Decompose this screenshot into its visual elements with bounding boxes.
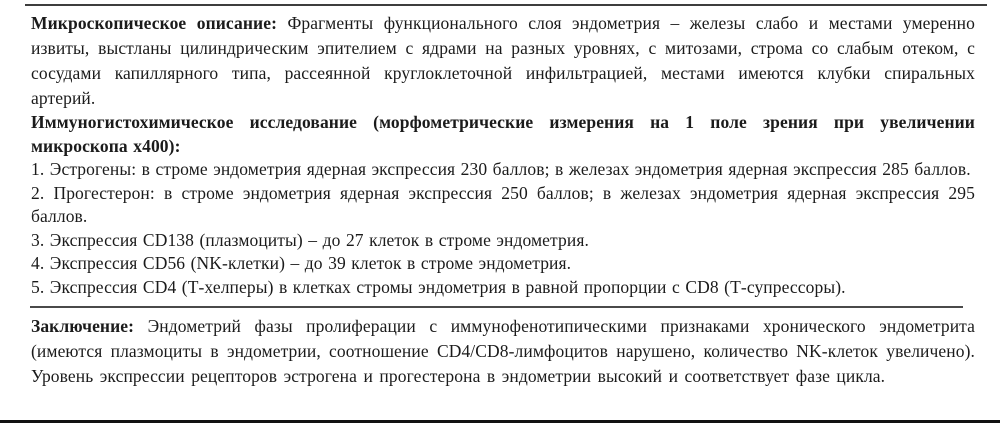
ihc-item-estrogens: 1. Эстрогены: в строме эндометрия ядерная экспрессия 230 баллов; в железах эндометрия ядерная экспрессия 285 баллов. [31,159,971,179]
microscopic-description-paragraph [31,11,975,111]
ihc-item-cd56: 4. Экспрессия CD56 (NK-клетки) – до 39 клеток в строме эндометрия. [31,253,572,273]
microscopic-description-label: Микроскопическое описание: [31,13,278,33]
ihc-item-cd138: 3. Экспрессия CD138 (плазмоциты) – до 27 клеток в строме эндометрия. [31,229,589,250]
ihc-item-progesterone: 2. Прогестерон: в строме эндометрия ядерная экспрессия 250 баллов; в железах эндометрия ядерная экспрессия 295 баллов. [31,182,975,226]
conclusion-label: Заключение: [31,316,135,336]
conclusion-text: Эндометрий фазы пролиферации с иммунофенотипическими признаками хронического эндометрита (имеются плазмоциты в эндометрии, соотношение CD4/CD8-лимфоцитов нарушено, количество NK-клеток увеличено). Уровень экспрессии рецепторов эстрогена и прогестерона в эндометрии высокий и соответствует фазе цикла. [31,316,975,386]
ihc-findings-list [31,158,975,299]
conclusion-divider [30,306,963,308]
conclusion-paragraph [31,314,975,389]
microscopic-description-text: Фрагменты функционального слоя эндометрия – железы слабо и местами умеренно извиты, выстланы цилиндрическим эпителием с ядрами на разных уровнях, с митозами, строма со слабым отеком, с сосудами капиллярного типа, рассеянной круглоклеточной инфильтрацией, местами имеются клубки спиральных артерий. [31,13,975,108]
ihc-item-cd4: 5. Экспрессия CD4 (Т-хелперы) в клетках стромы эндометрия в равной пропорции с CD8 (Т-супрессоры). [31,276,846,297]
ihc-heading: Иммуногистохимическое исследование (морфометрические измерения на 1 поле зрения при увеличении микроскопа х400): [31,112,975,156]
top-divider [25,4,987,6]
bottom-border [0,420,1000,423]
